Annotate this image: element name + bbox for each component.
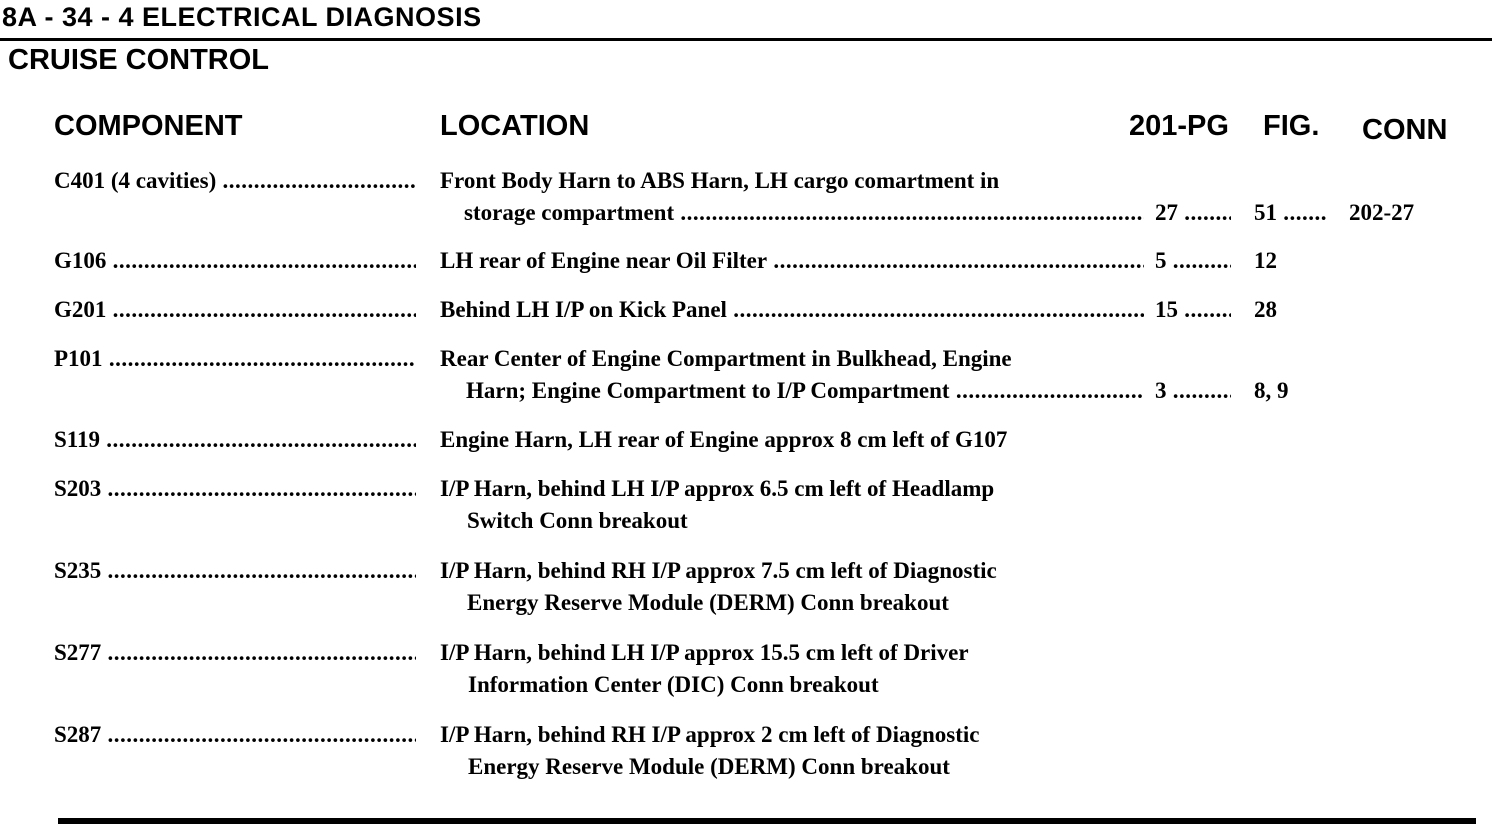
table-row	[0, 556, 1504, 626]
title-rule	[0, 38, 1492, 41]
page-number: 27 .....	[1155, 198, 1231, 228]
table-row	[0, 474, 1504, 544]
column-header-location: LOCATION	[440, 110, 590, 142]
component-id: G201 .....	[54, 295, 416, 325]
section-title: CRUISE CONTROL	[8, 44, 269, 76]
component-id: G106 .....	[54, 246, 416, 276]
page-number: 15 .....	[1155, 295, 1231, 325]
page-number: 3 .....	[1155, 376, 1231, 406]
conn-ref: 202-27	[1349, 200, 1415, 225]
location-line-continued: Harn; Engine Compartment to I/P Compartment .....	[466, 376, 1144, 406]
table-row	[0, 720, 1504, 790]
column-header-component: COMPONENT	[54, 110, 243, 142]
component-id: S287 .....	[54, 720, 416, 750]
column-header-conn: CONN	[1362, 114, 1448, 146]
location-line: Front Body Harn to ABS Harn, LH cargo comartment in	[440, 168, 1000, 193]
location-line: I/P Harn, behind LH I/P approx 6.5 cm left of Headlamp	[440, 476, 995, 501]
location-line-continued: Energy Reserve Module (DERM) Conn breakout	[467, 590, 949, 615]
location-line: LH rear of Engine near Oil Filter .....	[440, 246, 1144, 276]
table-row	[0, 344, 1504, 414]
component-id: S203 .....	[54, 474, 416, 504]
component-id: S277 .....	[54, 638, 416, 668]
component-id: C401 (4 cavities) .....	[54, 166, 416, 196]
location-line: I/P Harn, behind RH I/P approx 2 cm left of Diagnostic	[440, 722, 980, 747]
location-line: Engine Harn, LH rear of Engine approx 8 cm left of G107	[440, 427, 1008, 452]
table-row	[0, 638, 1504, 708]
column-header-figure: FIG.	[1263, 110, 1320, 142]
component-id: S119 .....	[54, 425, 416, 455]
figure-number: 8, 9	[1254, 378, 1289, 403]
table-row	[0, 166, 1504, 236]
location-line: Rear Center of Engine Compartment in Bulkhead, Engine	[440, 346, 1012, 371]
location-line-continued: Information Center (DIC) Conn breakout	[468, 672, 879, 697]
location-line-continued: storage compartment .....	[464, 198, 1144, 228]
location-line-continued: Switch Conn breakout	[467, 508, 688, 533]
location-line-continued: Energy Reserve Module (DERM) Conn breakout	[468, 754, 950, 779]
location-line: I/P Harn, behind LH I/P approx 15.5 cm left of Driver	[440, 640, 969, 665]
figure-number: 28	[1254, 297, 1277, 322]
page-number: 5 .....	[1155, 246, 1231, 276]
location-line: I/P Harn, behind RH I/P approx 7.5 cm left of Diagnostic	[440, 558, 997, 583]
figure-number: 51 .....	[1254, 198, 1328, 228]
column-header-page: 201-PG	[1129, 110, 1229, 142]
component-id: P101 .....	[54, 344, 416, 374]
page-title: 8A - 34 - 4 ELECTRICAL DIAGNOSIS	[2, 2, 482, 32]
location-line: Behind LH I/P on Kick Panel .....	[440, 295, 1144, 325]
bottom-rule	[58, 818, 1476, 824]
component-id: S235 .....	[54, 556, 416, 586]
figure-number: 12	[1254, 248, 1277, 273]
